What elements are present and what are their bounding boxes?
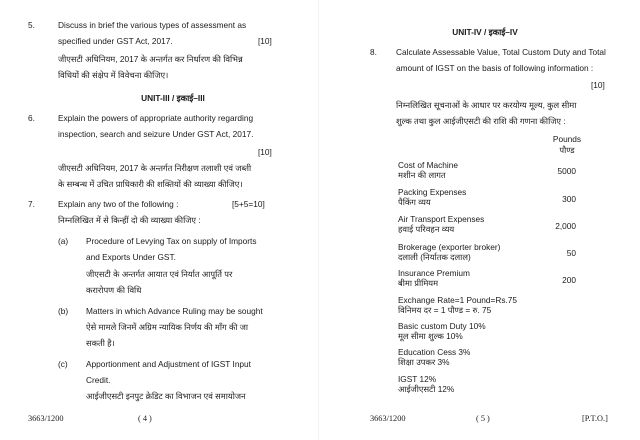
left-footer-page-number: ( 4 ) [138, 414, 152, 423]
q5-text-en-1: Discuss in brief the various types of assessment as [58, 20, 247, 30]
q5-number: 5. [28, 20, 35, 30]
q7-marks: [5+5=10] [232, 199, 265, 209]
right-footer-pto: [P.T.O.] [582, 414, 608, 423]
igst-rate-hi: आईजीएसटी 12% [398, 384, 455, 394]
q6-text-en-2: inspection, search and seizure Under GST Act, 2017. [58, 129, 254, 139]
q7c-label: (c) [58, 359, 68, 369]
q7b-text-hi-1: ऐसे मामले जिनमें अग्रिम न्यायिक निर्णय की माँग की जा [86, 322, 249, 332]
exchange-rate-hi: विनिमय दर = 1 पौण्ड = रु. 75 [398, 305, 492, 315]
q7c-text-en-2: Credit. [86, 375, 111, 385]
table-row-label-en: Brokerage (exporter broker) [398, 242, 501, 252]
q7a-text-hi-2: करारोपण की विधि [86, 285, 142, 295]
q7a-label: (a) [58, 236, 69, 246]
q7c-text-hi-1: आईजीएसटी इनपुट क्रेडिट का विभाजन एवं समायोजन [86, 391, 246, 401]
q5-marks: [10] [258, 36, 272, 46]
education-cess-hi: शिक्षा उपकर 3% [398, 357, 450, 367]
table-row-label-hi: हवाई परिवहन व्यय [398, 224, 455, 234]
q6-number: 6. [28, 113, 35, 123]
table-header-pounds-hi: पौण्ड [559, 145, 575, 155]
q8-text-en-2: amount of IGST on the basis of following information : [396, 63, 594, 73]
q8-marks: [10] [591, 80, 605, 90]
page-divider [318, 0, 319, 440]
q6-text-hi-2: के सम्बन्ध में उचित प्राधिकारी की शक्तियों की व्याख्या कीजिए। [58, 179, 243, 189]
basic-custom-duty-en: Basic custom Duty 10% [398, 321, 486, 331]
table-row-label-hi: दलाली (निर्यातक दलाल) [398, 252, 471, 262]
unit4-heading: UNIT-IV / इकाई–IV [452, 27, 518, 37]
q7b-text-hi-2: सकती है। [86, 338, 115, 348]
q5-text-hi-2: विधियों की संक्षेप में विवेचना कीजिए। [58, 70, 169, 80]
table-row-label-en: Air Transport Expenses [398, 214, 485, 224]
q8-number: 8. [370, 47, 377, 57]
q6-text-hi-1: जीएसटी अधिनियम, 2017 के अन्तर्गत निरीक्षण तलाशी एवं जब्ती [58, 163, 252, 173]
table-row-label-hi: बीमा प्रीमियम [398, 278, 439, 288]
q6-marks: [10] [258, 147, 272, 157]
q7b-label: (b) [58, 306, 69, 316]
q7b-text-en-1: Matters in which Advance Ruling may be sought [86, 306, 263, 316]
q7-text-hi-1: निम्नलिखित में से किन्हीं दो की व्याख्या कीजिए : [58, 215, 201, 225]
q7-text-en-1: Explain any two of the following : [58, 199, 179, 209]
q7a-text-en-1: Procedure of Levying Tax on supply of Imports [86, 236, 257, 246]
table-row-value: 5000 [557, 166, 576, 176]
table-row-label-en: Cost of Machine [398, 160, 458, 170]
exchange-rate-en: Exchange Rate=1 Pound=Rs.75 [398, 295, 518, 305]
left-footer-code: 3663/1200 [28, 414, 64, 423]
table-row-label-hi: पैकिंग व्यय [398, 197, 431, 207]
table-row-value: 300 [562, 194, 576, 204]
table-row-value: 50 [566, 248, 576, 258]
table-row-label-en: Packing Expenses [398, 187, 467, 197]
basic-custom-duty-hi: मूल सीमा शुल्क 10% [398, 331, 463, 341]
unit3-heading: UNIT-III / इकाई–III [141, 93, 205, 103]
igst-rate-en: IGST 12% [398, 374, 437, 384]
table-header-pounds: Pounds [552, 134, 582, 144]
q5-text-hi-1: जीएसटी अधिनियम, 2017 के अन्तर्गत कर निर्धारण की विभिन्न [58, 54, 243, 64]
q7c-text-en-1: Apportionment and Adjustment of IGST Input [86, 359, 251, 369]
q7a-text-hi-1: जीएसटी के अन्तर्गत आयात एवं निर्यात आपूर्ति पर [86, 269, 233, 279]
table-row-label-en: Insurance Premium [398, 268, 470, 278]
q8-text-hi-1: निम्नलिखित सूचनाओं के आधार पर करयोग्य मूल्य, कुल सीमा [396, 100, 577, 110]
right-footer-code: 3663/1200 [370, 414, 406, 423]
q6-text-en-1: Explain the powers of appropriate authority regarding [58, 113, 254, 123]
right-footer-page-number: ( 5 ) [476, 414, 490, 423]
q7-number: 7. [28, 199, 35, 209]
table-row-value: 200 [562, 275, 576, 285]
q8-text-hi-2: शुल्क तथा कुल आईजीएसटी की राशि की गणना कीजिए : [396, 116, 566, 126]
q8-text-en-1: Calculate Assessable Value, Total Custom Duty and Total [396, 47, 606, 57]
education-cess-en: Education Cess 3% [398, 347, 471, 357]
q7a-text-en-2: and Exports Under GST. [86, 252, 176, 262]
q5-text-en-2: specified under GST Act, 2017. [58, 36, 173, 46]
table-row-value: 2,000 [555, 221, 576, 231]
table-row-label-hi: मशीन की लागत [398, 170, 446, 180]
